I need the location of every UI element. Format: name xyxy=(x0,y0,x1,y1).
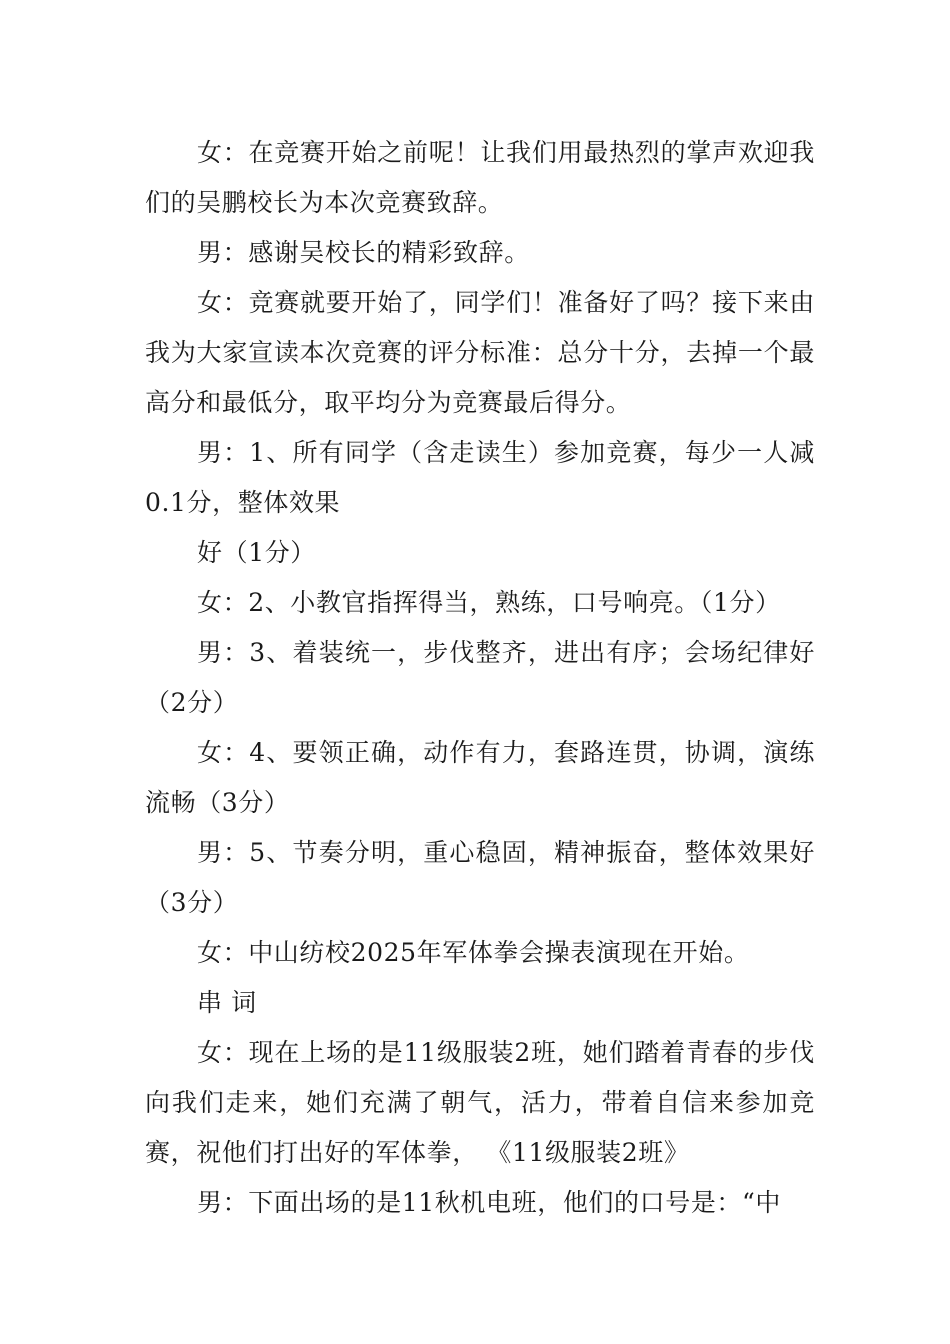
paragraph-criterion-5: 男：5、节奏分明，重心稳固，精神振奋，整体效果好（3分） xyxy=(145,838,815,917)
paragraph-class-electromechanical: 男：下面出场的是11秋机电班，他们的口号是：“中 xyxy=(197,1188,781,1217)
paragraph-criterion-1-score: 好（1分） xyxy=(197,538,316,567)
section-heading-transition-words: 串 词 xyxy=(197,988,257,1017)
paragraph-criterion-4: 女：4、要领正确，动作有力，套路连贯，协调，演练流畅（3分） xyxy=(145,738,815,817)
document-body xyxy=(145,128,815,1228)
paragraph-performance-start: 女：中山纺校2025年军体拳会操表演现在开始。 xyxy=(197,938,750,967)
paragraph-class-clothing-2: 女：现在上场的是11级服装2班，她们踏着青春的步伐向我们走来，她们充满了朝气，活力，带着自信来参加竞赛，祝他们打出好的军体拳， 《11级服装2班》 xyxy=(145,1038,815,1167)
paragraph-criterion-2: 女：2、小教官指挥得当，熟练，口号响亮。（1分） xyxy=(197,588,781,617)
paragraph-scoring-intro: 女：竞赛就要开始了，同学们！准备好了吗？接下来由我为大家宣读本次竞赛的评分标准：总分十分，去掉一个最高分和最低分，取平均分为竞赛最后得分。 xyxy=(145,288,815,417)
paragraph-thanks-principal: 男：感谢吴校长的精彩致辞。 xyxy=(197,238,530,267)
paragraph-criterion-1: 男：1、所有同学（含走读生）参加竞赛，每少一人减0.1分，整体效果 xyxy=(145,438,815,517)
paragraph-criterion-3: 男：3、着装统一，步伐整齐，进出有序；会场纪律好（2分） xyxy=(145,638,815,717)
paragraph-welcome-principal: 女：在竞赛开始之前呢！让我们用最热烈的掌声欢迎我们的吴鹏校长为本次竞赛致辞。 xyxy=(145,138,815,217)
